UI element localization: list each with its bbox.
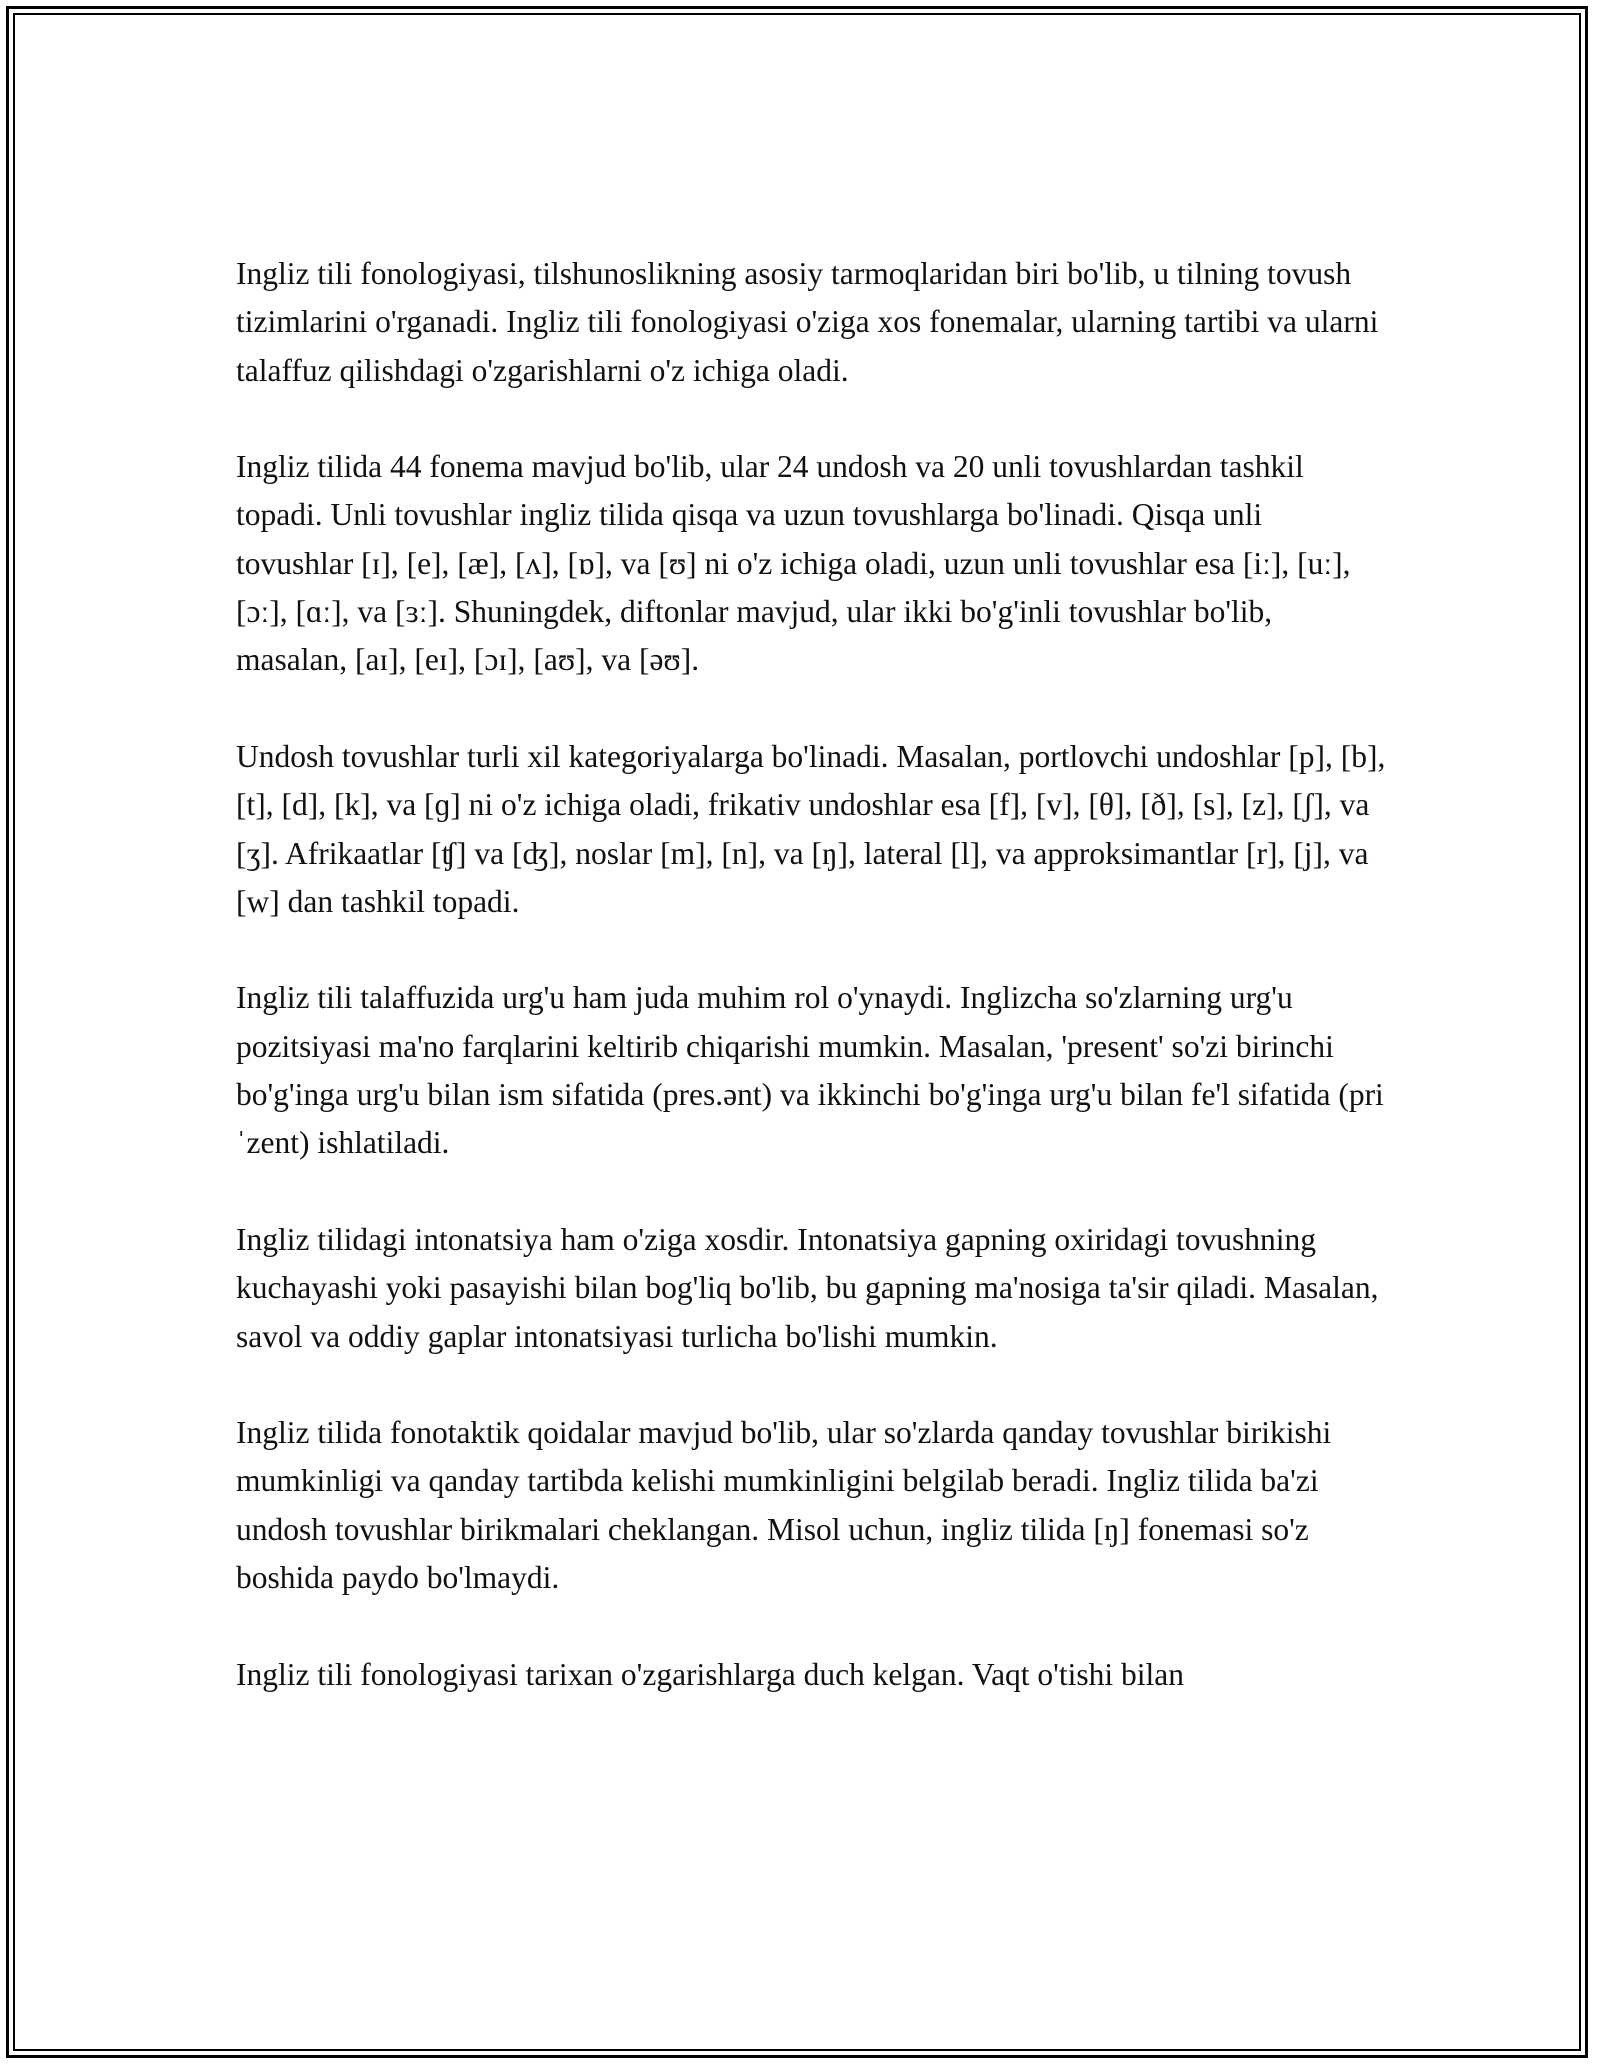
paragraph-1: Ingliz tili fonologiyasi, tilshunoslikning asosiy tarmoqlaridan biri bo'lib, u tilning tovush tizimlarini o'rganadi. Ingliz tili fonologiyasi o'ziga xos fonemalar, ularning tartibi va ularni talaffuz qilishdagi o'zgarishlarni o'z ichiga oladi.: [236, 256, 1379, 388]
paragraph-4: Ingliz tili talaffuzida urg'u ham juda muhim rol o'ynaydi. Inglizcha so'zlarning urg'u pozitsiyasi ma'no farqlarini keltirib chiqarishi mumkin. Masalan, 'present' so'zi birinchi bo'g'inga urg'u bilan ism sifatida (pres.ənt) va ikkinchi bo'g'inga urg'u bilan fe'l sifatida (priˈzent) ishlatiladi.: [236, 980, 1384, 1161]
paragraph-2: Ingliz tilida 44 fonema mavjud bo'lib, ular 24 undosh va 20 unli tovushlardan tashkil topadi. Unli tovushlar ingliz tilida qisqa va uzun tovushlarga bo'linadi. Qisqa unli tovushlar [ɪ], [e], [æ], [ʌ], [ɒ], va [ʊ] ni o'z ichiga oladi, uzun unli tovushlar esa [iː], [uː], [ɔː], [ɑː], va [ɜː]. Shuningdek, diftonlar mavjud, ular ikki bo'g'inli tovushlar bo'lib, masalan, [aɪ], [eɪ], [ɔɪ], [aʊ], va [əʊ].: [236, 449, 1351, 678]
paragraph-3: Undosh tovushlar turli xil kategoriyalarga bo'linadi. Masalan, portlovchi undoshlar [p], [b], [t], [d], [k], va [ɡ] ni o'z ichiga oladi, frikativ undoshlar esa [f], [v], [θ], [ð], [s], [z], [ʃ], va [ʒ]. Afrikaatlar [ʧ] va [ʤ], noslar [m], [n], va [ŋ], lateral [l], va approksimantlar [r], [j], va [w] dan tashkil topadi.: [236, 738, 1386, 919]
document-body: [236, 250, 1386, 1747]
paragraph-7: Ingliz tili fonologiyasi tarixan o'zgarishlarga duch kelgan. Vaqt o'tishi bilan: [236, 1656, 1184, 1692]
paragraph-5: Ingliz tilidagi intonatsiya ham o'ziga xosdir. Intonatsiya gapning oxiridagi tovushning kuchayashi yoki pasayishi bilan bog'liq bo'lib, bu gapning ma'nosiga ta'sir qiladi. Masalan, savol va oddiy gaplar intonatsiyasi turlicha bo'lishi mumkin.: [236, 1221, 1379, 1354]
paragraph-6: Ingliz tilida fonotaktik qoidalar mavjud bo'lib, ular so'zlarda qanday tovushlar birikishi mumkinligi va qanday tartibda kelishi mumkinligini belgilab beradi. Ingliz tilida ba'zi undosh tovushlar birikmalari cheklangan. Misol uchun, ingliz tilida [ŋ] fonemasi so'z boshida paydo bo'lmaydi.: [236, 1415, 1332, 1596]
